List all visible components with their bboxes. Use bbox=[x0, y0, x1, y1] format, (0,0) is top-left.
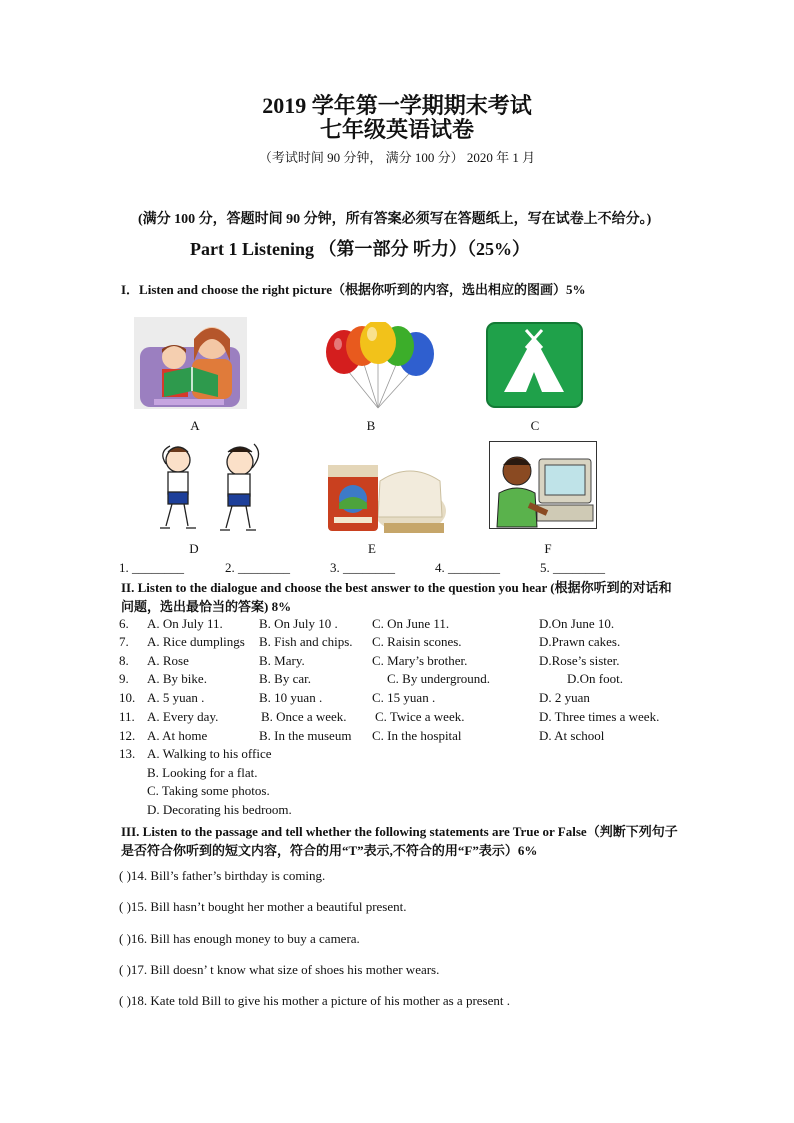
option-a[interactable]: A. 5 yuan . bbox=[147, 690, 205, 705]
option-b[interactable]: B. On July 10 . bbox=[259, 616, 338, 631]
picture-label-b: B bbox=[366, 418, 376, 433]
option-b[interactable]: B. Looking for a flat. bbox=[147, 765, 258, 780]
question-row: 13. A. Walking to his office bbox=[119, 746, 272, 761]
picture-a-reading bbox=[134, 317, 247, 409]
option-a[interactable]: A. By bike. bbox=[147, 671, 207, 686]
section-1-heading: I．Listen and choose the right picture（根据你听到的内容，选出相应的图画）5% bbox=[121, 282, 586, 297]
answer-blank[interactable]: 4. ________ bbox=[435, 560, 500, 575]
picture-b-balloons bbox=[322, 322, 438, 410]
option-a[interactable]: A. Every day. bbox=[147, 709, 219, 724]
option-b[interactable]: B. By car. bbox=[259, 671, 311, 686]
answer-blank[interactable]: 2. ________ bbox=[225, 560, 290, 575]
question-row: 12. A. At home B. In the museum C. In the hospital D. At school bbox=[119, 728, 605, 743]
option-c[interactable]: C. By underground. bbox=[387, 671, 491, 686]
true-false-statement[interactable]: ( )17. Bill doesn’ t know what size of shoes his mother wears. bbox=[119, 962, 440, 977]
picture-label-d: D bbox=[189, 541, 199, 556]
option-b[interactable]: B. In the museum bbox=[259, 728, 352, 743]
section-3-heading: III. Listen to the passage and tell whether the following statements are True or False（判断下列句子是否符合你听到的短文内容，符合的用“T”表示,不符合的用“F”表示）6% bbox=[121, 824, 678, 858]
part-title: Part 1 Listening （第一部分 听力）（25%） bbox=[190, 239, 530, 259]
option-b[interactable]: B. Fish and chips. bbox=[259, 634, 353, 649]
answer-blanks-1-5 bbox=[119, 560, 679, 578]
section-2-heading: II. Listen to the dialogue and choose the best answer to the question you hear (根据你听到的对话和问题，选出最恰当的答案) 8% bbox=[121, 580, 672, 614]
option-c[interactable]: C. On June 11. bbox=[372, 616, 450, 631]
option-d[interactable]: D. Decorating his bedroom. bbox=[147, 802, 292, 817]
question-row: 7. A. Rice dumplings B. Fish and chips. C. Raisin scones. D.Prawn cakes. bbox=[119, 634, 621, 649]
question-row: 10. A. 5 yuan . B. 10 yuan . C. 15 yuan . D. 2 yuan bbox=[119, 690, 590, 705]
question-row: 8. A. Rose B. Mary. C. Mary’s brother. D.Rose’s sister. bbox=[119, 653, 620, 668]
picture-e-flour bbox=[324, 451, 446, 535]
option-a[interactable]: A. At home bbox=[147, 728, 208, 743]
answer-blank[interactable]: 3. ________ bbox=[330, 560, 395, 575]
option-d[interactable]: D. 2 yuan bbox=[539, 690, 590, 705]
option-a[interactable]: A. Walking to his office bbox=[147, 746, 272, 761]
answer-blank[interactable]: 5. ________ bbox=[540, 560, 605, 575]
option-d[interactable]: D. Three times a week. bbox=[539, 709, 660, 724]
option-b[interactable]: B. Mary. bbox=[259, 653, 305, 668]
option-d[interactable]: D.On June 10. bbox=[539, 616, 615, 631]
exam-title: 2019 学年第一学期期末考试 bbox=[262, 93, 532, 118]
question-row: 6. A. On July 11. B. On July 10 . C. On June 11. D.On June 10. bbox=[119, 616, 615, 631]
option-c[interactable]: C. 15 yuan . bbox=[372, 690, 436, 705]
option-c[interactable]: C. In the hospital bbox=[372, 728, 462, 743]
exam-info: （考试时间 90 分钟， 满分 100 分） 2020 年 1 月 bbox=[258, 150, 536, 165]
option-c[interactable]: C. Twice a week. bbox=[375, 709, 465, 724]
picture-label-f: F bbox=[544, 541, 552, 556]
option-b[interactable]: B. Once a week. bbox=[261, 709, 347, 724]
option-a[interactable]: A. Rice dumplings bbox=[147, 634, 245, 649]
picture-d-exercise bbox=[144, 440, 274, 536]
picture-label-a: A bbox=[190, 418, 200, 433]
question-row: 9. A. By bike. B. By car. C. By underground. D.On foot. bbox=[119, 671, 623, 686]
exam-subtitle: 七年级英语试卷 bbox=[319, 117, 474, 142]
question-row: 11. A. Every day. B. Once a week. C. Twice a week. D. Three times a week. bbox=[119, 709, 660, 724]
option-d[interactable]: D.Rose’s sister. bbox=[539, 653, 620, 668]
option-d[interactable]: D. At school bbox=[539, 728, 605, 743]
option-d[interactable]: D.Prawn cakes. bbox=[539, 634, 621, 649]
true-false-statement[interactable]: ( )15. Bill hasn’t bought her mother a beautiful present. bbox=[119, 899, 407, 914]
true-false-statement[interactable]: ( )14. Bill’s father’s birthday is coming. bbox=[119, 868, 326, 883]
picture-f-computer bbox=[489, 441, 597, 529]
option-d[interactable]: D.On foot. bbox=[567, 671, 623, 686]
exam-notice: (满分 100 分，答题时间 90 分钟，所有答案必须写在答题纸上，写在试卷上不给分。) bbox=[138, 212, 652, 227]
option-c[interactable]: C. Mary’s brother. bbox=[372, 653, 468, 668]
option-c[interactable]: C. Taking some photos. bbox=[147, 783, 270, 798]
option-b[interactable]: B. 10 yuan . bbox=[259, 690, 323, 705]
option-a[interactable]: A. On July 11. bbox=[147, 616, 223, 631]
true-false-statement[interactable]: ( )18. Kate told Bill to give his mother a picture of his mother as a present . bbox=[119, 993, 510, 1008]
picture-c-camping-sign bbox=[486, 322, 583, 408]
picture-label-c: C bbox=[530, 418, 540, 433]
option-c[interactable]: C. Raisin scones. bbox=[372, 634, 462, 649]
true-false-statement[interactable]: ( )16. Bill has enough money to buy a camera. bbox=[119, 931, 360, 946]
picture-label-e: E bbox=[368, 541, 376, 556]
option-a[interactable]: A. Rose bbox=[147, 653, 189, 668]
answer-blank[interactable]: 1. ________ bbox=[119, 560, 184, 575]
